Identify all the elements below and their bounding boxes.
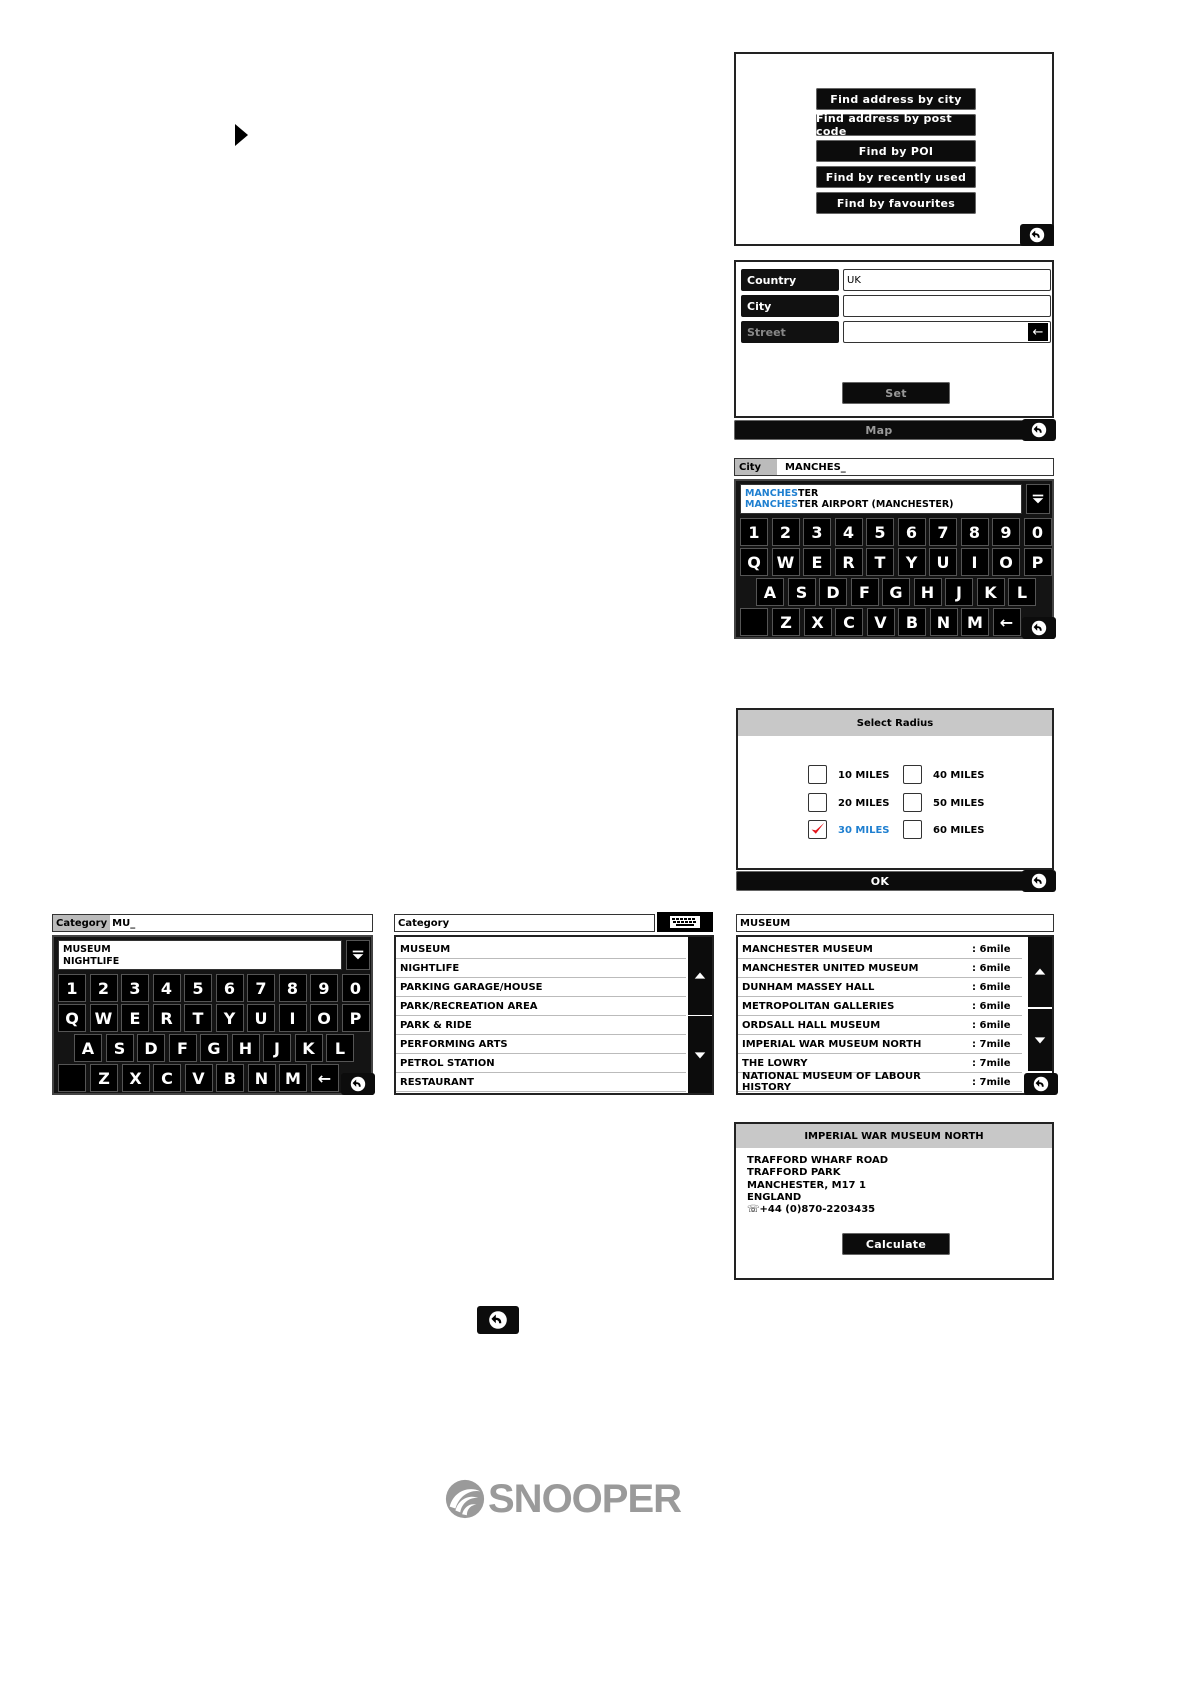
key-button[interactable]: C — [153, 1064, 181, 1092]
category-list-item[interactable]: PETROL STATION — [396, 1054, 686, 1073]
poi-distance: : 6mile — [972, 1019, 1011, 1031]
radius-checkbox[interactable] — [903, 765, 922, 784]
poi-list-item[interactable] — [738, 1035, 1022, 1054]
scroll-down-icon — [693, 1048, 707, 1062]
city-field[interactable] — [843, 295, 1051, 317]
key-button[interactable]: 1 — [740, 518, 768, 546]
key-button[interactable]: I — [279, 1004, 307, 1032]
menu-item-button[interactable]: Find by POI — [816, 140, 976, 162]
key-button[interactable]: 9 — [992, 518, 1020, 546]
poi-distance: : 6mile — [972, 943, 1011, 955]
key-button[interactable]: 0 — [1024, 518, 1052, 546]
set-button[interactable]: Set — [842, 382, 950, 404]
key-button[interactable]: 8 — [961, 518, 989, 546]
category-search-label: Category — [53, 915, 110, 931]
map-button[interactable]: Map — [734, 420, 1024, 440]
poi-name: MANCHESTER UNITED MUSEUM — [742, 962, 919, 974]
key-button[interactable]: J — [263, 1034, 291, 1062]
scroll-up-icon — [693, 969, 707, 983]
key-button[interactable]: A — [756, 578, 784, 606]
phone-icon: ☏ — [747, 1204, 760, 1216]
back-arrow-icon — [1030, 421, 1048, 439]
street-field[interactable] — [843, 321, 1051, 343]
snooper-wordmark: SNOOPER — [488, 1476, 682, 1521]
poi-list-item[interactable] — [738, 1016, 1022, 1035]
radius-option-label: 60 MILES — [933, 825, 985, 836]
category-list-bar — [394, 914, 655, 932]
scroll-up-button[interactable] — [688, 937, 712, 1015]
category-search-bar[interactable] — [52, 914, 373, 932]
radius-checkbox[interactable] — [808, 793, 827, 812]
phone-line — [747, 1204, 888, 1216]
key-button[interactable]: N — [248, 1064, 276, 1092]
city-result-item[interactable]: MANCHESTER — [745, 488, 819, 499]
key-button[interactable]: C — [835, 608, 863, 636]
key-button[interactable]: ← — [993, 608, 1021, 636]
poi-name: THE LOWRY — [742, 1057, 808, 1069]
poi-list-bar — [736, 914, 1054, 932]
key-button[interactable]: 9 — [310, 974, 338, 1002]
key-button[interactable]: P — [342, 1004, 370, 1032]
blank-key-button[interactable] — [58, 1064, 86, 1092]
back-arrow-icon — [1028, 226, 1046, 244]
radius-title: Select Radius — [738, 710, 1052, 736]
dropdown-icon[interactable] — [346, 940, 370, 970]
calculate-button[interactable]: Calculate — [842, 1233, 950, 1255]
poi-name: MANCHESTER MUSEUM — [742, 943, 873, 955]
backspace-arrow-icon[interactable]: ← — [1028, 323, 1048, 341]
country-label: Country — [741, 269, 839, 291]
poi-distance: : 7mile — [972, 1038, 1011, 1050]
city-search-label: City — [735, 459, 777, 475]
find-menu-screen — [734, 52, 1054, 246]
checkmark-icon — [809, 821, 826, 838]
key-button[interactable]: T — [866, 548, 894, 576]
back-arrow-icon — [1030, 619, 1048, 637]
snooper-logo — [444, 1476, 681, 1522]
key-button[interactable]: W — [772, 548, 800, 576]
key-button[interactable]: S — [106, 1034, 134, 1062]
key-button[interactable]: 1 — [58, 974, 86, 1002]
key-button[interactable]: B — [898, 608, 926, 636]
category-list-item[interactable]: PARK & RIDE — [396, 1016, 686, 1035]
menu-item-button[interactable]: Find by favourites — [816, 192, 976, 214]
key-button[interactable]: K — [295, 1034, 323, 1062]
category-result-item[interactable]: MUSEUM — [63, 944, 111, 955]
key-button[interactable]: 2 — [772, 518, 800, 546]
keyboard-icon[interactable] — [657, 912, 713, 932]
key-button[interactable]: 6 — [216, 974, 244, 1002]
poi-list-item[interactable] — [738, 997, 1022, 1016]
key-button[interactable]: L — [326, 1034, 354, 1062]
category-result-item[interactable]: NIGHTLIFE — [63, 956, 120, 967]
category-search-query: MU_ — [112, 917, 136, 929]
category-list-item[interactable]: MUSEUM — [396, 940, 686, 959]
key-button[interactable]: 2 — [90, 974, 118, 1002]
category-list-item[interactable]: PERFORMING ARTS — [396, 1035, 686, 1054]
key-button[interactable]: O — [310, 1004, 338, 1032]
poi-distance: : 6mile — [972, 1000, 1011, 1012]
back-arrow-icon — [1030, 872, 1048, 890]
key-button[interactable]: U — [929, 548, 957, 576]
address-line: MANCHESTER, M17 1 — [747, 1179, 866, 1191]
city-keyboard — [734, 479, 1054, 639]
key-button[interactable]: R — [153, 1004, 181, 1032]
key-button[interactable]: H — [232, 1034, 260, 1062]
poi-distance: : 7mile — [972, 1076, 1011, 1088]
city-result-item[interactable]: MANCHESTER AIRPORT (MANCHESTER) — [745, 499, 954, 510]
country-field[interactable]: UK — [843, 269, 1051, 291]
radius-checkbox[interactable] — [903, 820, 922, 839]
scroll-down-icon — [1033, 1033, 1047, 1047]
poi-list-item[interactable] — [738, 940, 1022, 959]
key-button[interactable]: Z — [772, 608, 800, 636]
key-button[interactable]: 7 — [247, 974, 275, 1002]
address-form-screen — [734, 260, 1054, 418]
scroll-down-button[interactable] — [688, 1016, 712, 1093]
key-button[interactable]: W — [90, 1004, 118, 1032]
back-button[interactable] — [1020, 224, 1054, 246]
key-button[interactable]: Y — [216, 1004, 244, 1032]
key-button[interactable]: K — [977, 578, 1005, 606]
poi-distance: : 6mile — [972, 962, 1011, 974]
back-button[interactable] — [1022, 617, 1056, 639]
radius-option-label: 10 MILES — [838, 770, 890, 781]
ok-button[interactable]: OK — [736, 871, 1024, 891]
key-button[interactable]: 7 — [929, 518, 957, 546]
key-button[interactable]: S — [788, 578, 816, 606]
key-button[interactable]: A — [74, 1034, 102, 1062]
key-button[interactable]: 6 — [898, 518, 926, 546]
key-button[interactable]: F — [851, 578, 879, 606]
key-button[interactable]: D — [137, 1034, 165, 1062]
key-button[interactable]: 3 — [803, 518, 831, 546]
back-arrow-icon — [487, 1309, 509, 1331]
scroll-down-button[interactable] — [1028, 1009, 1052, 1071]
key-button[interactable]: F — [169, 1034, 197, 1062]
category-results — [58, 940, 342, 970]
phone-number: +44 (0)870-2203435 — [759, 1204, 876, 1216]
key-button[interactable]: 8 — [279, 974, 307, 1002]
snooper-logo-mark-icon — [444, 1478, 486, 1520]
category-list-screen — [394, 935, 714, 1095]
radius-checkbox[interactable] — [808, 765, 827, 784]
poi-list-item[interactable] — [738, 1073, 1022, 1092]
city-results — [740, 484, 1022, 514]
key-button[interactable]: M — [961, 608, 989, 636]
category-keyboard — [52, 935, 373, 1095]
key-button[interactable]: T — [184, 1004, 212, 1032]
key-button[interactable]: 4 — [835, 518, 863, 546]
play-arrow-icon — [235, 124, 248, 146]
key-button[interactable]: R — [835, 548, 863, 576]
street-label: Street — [741, 321, 839, 343]
key-button[interactable]: M — [279, 1064, 307, 1092]
key-button[interactable]: B — [216, 1064, 244, 1092]
key-button[interactable]: I — [961, 548, 989, 576]
key-button[interactable]: 5 — [866, 518, 894, 546]
radius-option-label: 40 MILES — [933, 770, 985, 781]
poi-name: IMPERIAL WAR MUSEUM NORTH — [742, 1038, 922, 1050]
key-button[interactable]: E — [803, 548, 831, 576]
dropdown-icon[interactable] — [1026, 484, 1050, 514]
radius-checkbox[interactable] — [808, 820, 827, 839]
key-button[interactable]: D — [819, 578, 847, 606]
key-button[interactable]: Q — [58, 1004, 86, 1032]
key-button[interactable]: P — [1024, 548, 1052, 576]
poi-list-label: MUSEUM — [740, 917, 791, 929]
key-button[interactable]: O — [992, 548, 1020, 576]
radius-option-label: 50 MILES — [933, 797, 985, 809]
back-arrow-icon — [1032, 1075, 1050, 1093]
poi-name: ORDSALL HALL MUSEUM — [742, 1019, 881, 1031]
key-button[interactable]: X — [804, 608, 832, 636]
menu-item-button[interactable]: Find address by city — [816, 88, 976, 110]
key-button[interactable]: 4 — [153, 974, 181, 1002]
key-button[interactable]: N — [930, 608, 958, 636]
back-arrow-icon — [349, 1075, 367, 1093]
key-button[interactable]: G — [882, 578, 910, 606]
key-button[interactable]: Z — [90, 1064, 118, 1092]
poi-list-screen — [736, 935, 1054, 1095]
back-button[interactable] — [1022, 419, 1056, 441]
key-button[interactable]: 3 — [121, 974, 149, 1002]
key-button[interactable]: Y — [898, 548, 926, 576]
category-list-item[interactable]: NIGHTLIFE — [396, 959, 686, 978]
key-button[interactable]: V — [185, 1064, 213, 1092]
poi-list-item[interactable] — [738, 959, 1022, 978]
key-button[interactable]: 5 — [184, 974, 212, 1002]
menu-item-button[interactable]: Find by recently used — [816, 166, 976, 188]
key-button[interactable]: U — [247, 1004, 275, 1032]
poi-detail-screen — [734, 1122, 1054, 1280]
scroll-up-icon — [1033, 965, 1047, 979]
menu-item-button[interactable]: Find address by post code — [816, 114, 976, 136]
radius-option-label: 30 MILES — [838, 825, 890, 836]
key-button[interactable]: V — [867, 608, 895, 636]
select-radius-screen — [736, 708, 1054, 870]
radius-option-label: 20 MILES — [838, 797, 890, 809]
poi-list-item[interactable] — [738, 978, 1022, 997]
category-list-item[interactable]: PARKING GARAGE/HOUSE — [396, 978, 686, 997]
key-button[interactable]: G — [200, 1034, 228, 1062]
back-button[interactable] — [1024, 1073, 1058, 1095]
poi-address — [747, 1155, 888, 1216]
city-search-query: MANCHES_ — [785, 461, 846, 473]
category-list-item[interactable]: RESTAURANT — [396, 1073, 686, 1092]
key-button[interactable]: X — [122, 1064, 150, 1092]
scroll-up-button[interactable] — [1028, 937, 1052, 1007]
key-button[interactable]: H — [914, 578, 942, 606]
radius-checkbox[interactable] — [903, 793, 922, 812]
back-button[interactable] — [1022, 870, 1056, 892]
poi-detail-title: IMPERIAL WAR MUSEUM NORTH — [736, 1124, 1052, 1148]
category-list-item[interactable]: PARK/RECREATION AREA — [396, 997, 686, 1016]
key-button[interactable]: J — [945, 578, 973, 606]
poi-name: METROPOLITAN GALLERIES — [742, 1000, 895, 1012]
category-list-label: Category — [398, 917, 450, 929]
key-button[interactable]: L — [1008, 578, 1036, 606]
poi-distance: : 7mile — [972, 1057, 1011, 1069]
key-button[interactable]: ← — [311, 1064, 339, 1092]
city-search-bar[interactable] — [734, 458, 1054, 476]
city-label: City — [741, 295, 839, 317]
poi-name: DUNHAM MASSEY HALL — [742, 981, 875, 993]
back-button[interactable] — [341, 1073, 375, 1095]
key-button[interactable]: Q — [740, 548, 768, 576]
blank-key-button[interactable] — [740, 608, 768, 636]
back-button — [477, 1306, 519, 1334]
poi-distance: : 6mile — [972, 981, 1011, 993]
address-line: TRAFFORD WHARF ROAD — [747, 1155, 889, 1166]
address-line: TRAFFORD PARK — [747, 1167, 841, 1179]
poi-name: NATIONAL MUSEUM OF LABOUR HISTORY — [742, 1071, 921, 1093]
key-button[interactable]: E — [121, 1004, 149, 1032]
key-button[interactable]: 0 — [342, 974, 370, 1002]
address-line: ENGLAND — [747, 1191, 802, 1203]
